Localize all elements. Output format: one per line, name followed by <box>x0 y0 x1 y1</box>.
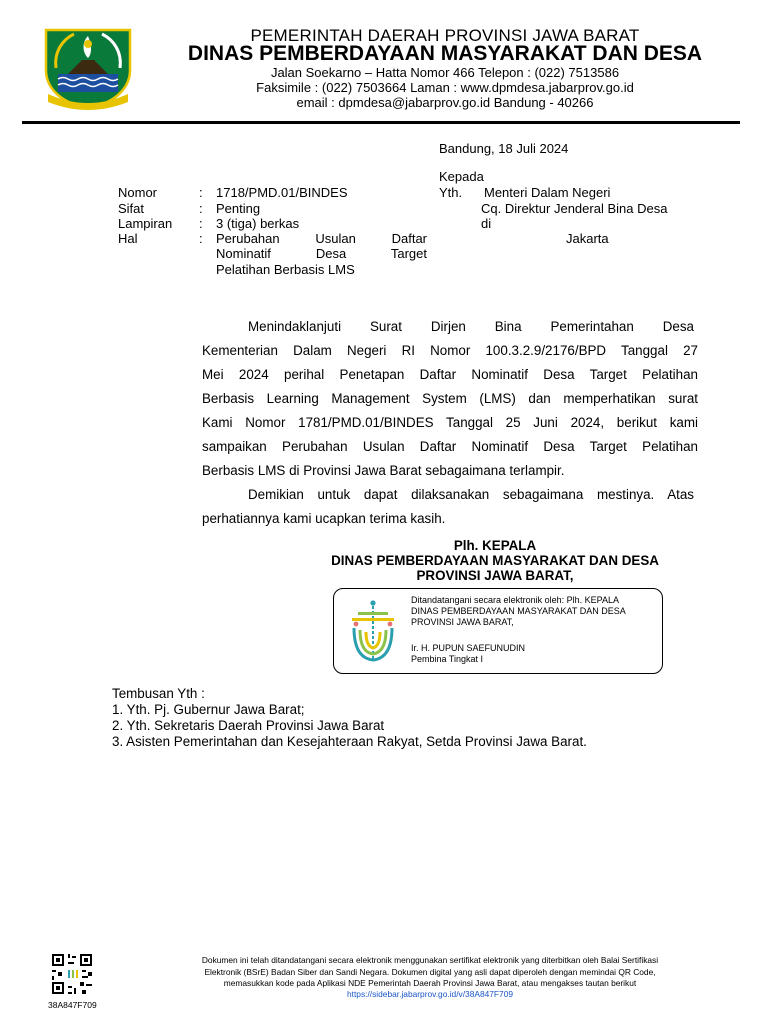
tembusan-heading: Tembusan Yth : <box>112 686 205 701</box>
body-p1-line-4: Berbasis Learning Management System (LMS) dan memperhatikan surat <box>202 391 698 406</box>
footer-line-2: Elektronik (BSrE) Badan Siber dan Sandi Negara. Dokumen digital yang asli dapat diperoleh dengan memindai QR Code, <box>204 967 656 977</box>
esign-line-1: Ditandatangani secara elektronik oleh: Plh. KEPALA <box>411 595 619 605</box>
provincial-emblem-logo <box>38 24 138 110</box>
signature-title-2: DINAS PEMBERDAYAAN MASYARAKAT DAN DESA <box>331 553 659 568</box>
lampiran-label: Lampiran <box>118 216 173 231</box>
esign-line-3: PROVINSI JAWA BARAT, <box>411 617 514 627</box>
esign-line-2: DINAS PEMBERDAYAAN MASYARAKAT DAN DESA <box>411 606 626 616</box>
footer-line-1: Dokumen ini telah ditandatangani secara elektronik menggunakan sertifikat elektronik yang diterbitkan oleh Balai Sertifikasi <box>201 955 659 965</box>
tembusan-item-2: 2. Yth. Sekretaris Daerah Provinsi Jawa Barat <box>112 718 385 733</box>
esign-signer-rank: Pembina Tingkat I <box>411 654 484 664</box>
hal-line-2: Nominatif Desa Target <box>216 246 427 261</box>
body-p1-line-3: Mei 2024 perihal Penetapan Daftar Nominatif Desa Target Pelatihan <box>202 367 698 382</box>
electronic-signature-emblem-icon <box>346 598 400 668</box>
lampiran-value: 3 (tiga) berkas <box>216 216 300 231</box>
body-p1-line-5: Kami Nomor 1781/PMD.01/BINDES Tanggal 25 Juni 2024, berikut kami <box>202 415 698 430</box>
body-p1-line-1: Menindaklanjuti Surat Dirjen Bina Pemerintahan Desa <box>248 319 694 334</box>
letterhead-agency-name: DINAS PEMBERDAYAAN MASYARAKAT DAN DESA <box>187 42 703 65</box>
qr-code-icon <box>50 952 94 996</box>
recipient-line-2: Cq. Direktur Jenderal Bina Desa <box>481 201 668 216</box>
nomor-value: 1718/PMD.01/BINDES <box>216 185 348 200</box>
qr-code-label: 38A847F709 <box>48 1000 97 1010</box>
letterhead-fax-website: Faksimile : (022) 7503664 Laman : www.dpmdesa.jabarprov.go.id <box>256 80 634 95</box>
footer-verification-link[interactable]: https://sidebar.jabarprov.go.id/v/38A847F709 <box>346 989 514 999</box>
letterhead-address: Jalan Soekarno – Hatta Nomor 466 Telepon : (022) 7513586 <box>270 65 620 80</box>
footer-line-3: memasukkan kode pada Aplikasi NDE Pemerintah Daerah Provinsi Jawa Barat, atau mengakses tautan berikut <box>223 978 637 988</box>
body-p2-line-1: Demikian untuk dapat dilaksanakan sebagaimana mestinya. Atas <box>248 487 694 502</box>
signature-title-3: PROVINSI JAWA BARAT, <box>416 568 574 583</box>
letterhead-email: email : dpmdesa@jabarprov.go.id Bandung - 40266 <box>296 95 594 110</box>
recipient-kepada: Kepada <box>439 169 484 184</box>
recipient-yth: Yth. <box>439 185 463 200</box>
sifat-colon: : <box>199 201 203 216</box>
tembusan-item-3: 3. Asisten Pemerintahan dan Kesejahteraan Rakyat, Setda Provinsi Jawa Barat. <box>112 734 587 749</box>
hal-line-3: Pelatihan Berbasis LMS <box>216 262 355 277</box>
recipient-line-4: Jakarta <box>566 231 609 246</box>
signature-title-1: Plh. KEPALA <box>453 538 537 553</box>
sifat-value: Penting <box>216 201 261 216</box>
body-p1-line-2: Kementerian Dalam Negeri RI Nomor 100.3.2.9/2176/BPD Tanggal 27 <box>202 343 698 358</box>
hal-label: Hal <box>118 231 138 246</box>
hal-line-1: Perubahan Usulan Daftar <box>216 231 427 246</box>
letterhead-government-name: PEMERINTAH DAERAH PROVINSI JAWA BARAT <box>250 26 640 45</box>
hal-colon: : <box>199 231 203 246</box>
tembusan-item-1: 1. Yth. Pj. Gubernur Jawa Barat; <box>112 702 305 717</box>
body-p2-line-2: perhatiannya kami ucapkan terima kasih. <box>202 511 446 526</box>
letterhead-divider <box>22 121 740 124</box>
recipient-line-3: di <box>481 216 492 231</box>
letter-date: Bandung, 18 Juli 2024 <box>439 141 569 156</box>
lampiran-colon: : <box>199 216 203 231</box>
nomor-label: Nomor <box>118 185 158 200</box>
nomor-colon: : <box>199 185 203 200</box>
body-p1-line-6: sampaikan Perubahan Usulan Daftar Nominatif Desa Target Pelatihan <box>202 439 698 454</box>
recipient-line-1: Menteri Dalam Negeri <box>484 185 611 200</box>
sifat-label: Sifat <box>118 201 145 216</box>
body-p1-line-7: Berbasis LMS di Provinsi Jawa Barat sebagaimana terlampir. <box>202 463 565 478</box>
esign-signer-name: Ir. H. PUPUN SAEFUNUDIN <box>411 643 526 653</box>
